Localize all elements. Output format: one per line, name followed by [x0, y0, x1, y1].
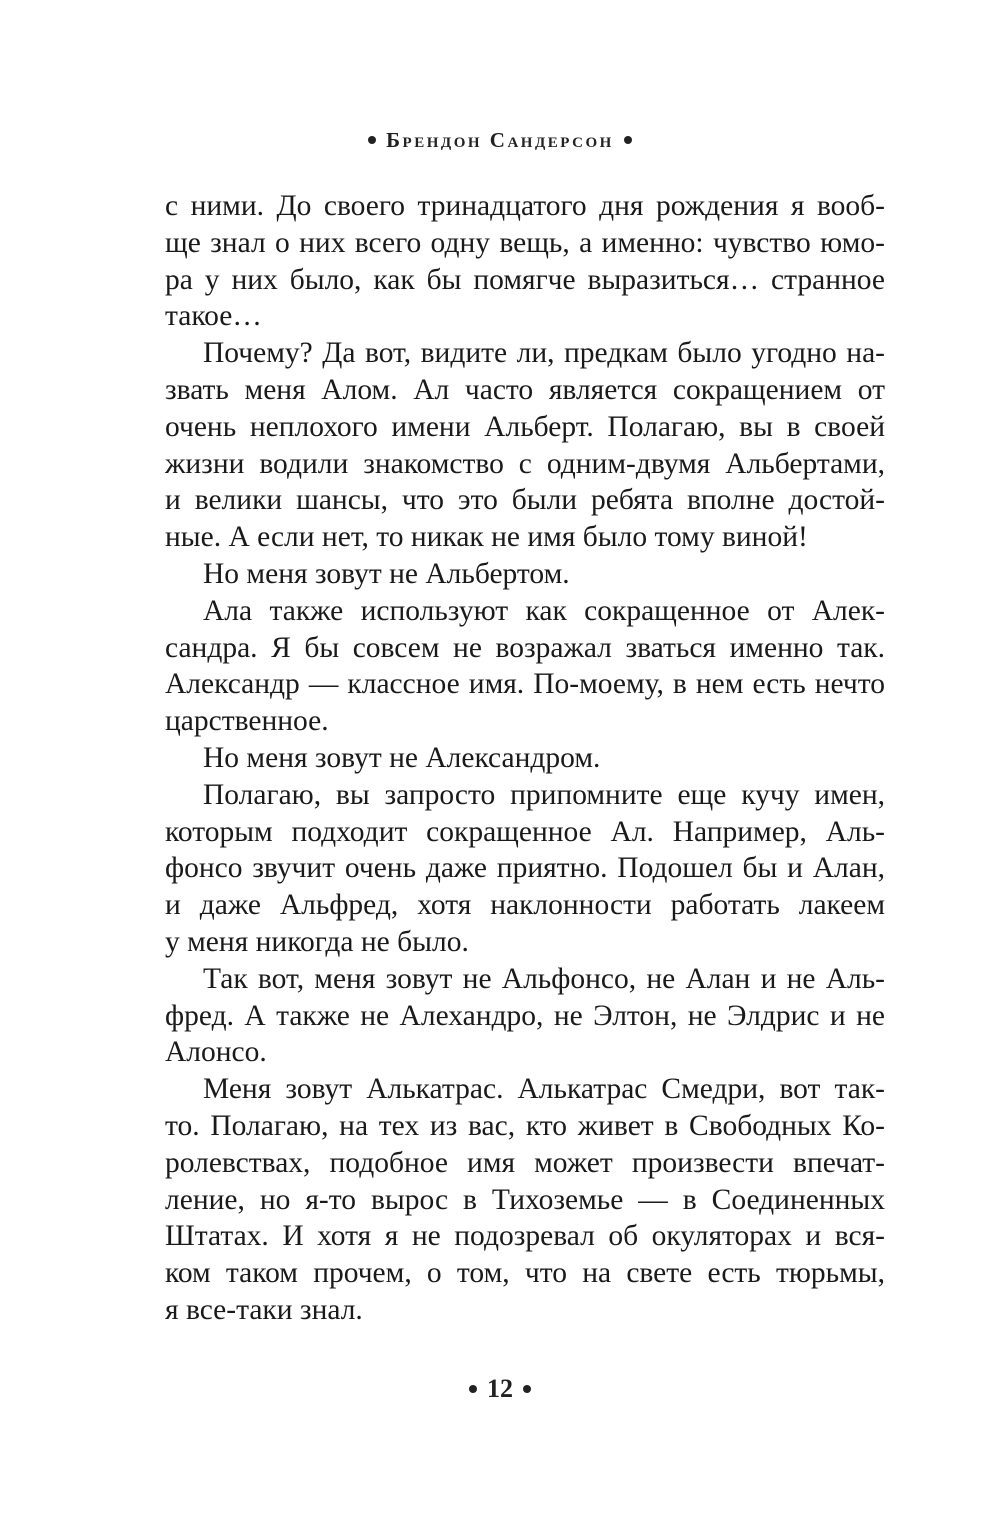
- text-line: Александр — классное имя. По-моему, в нем есть нечто: [165, 668, 885, 701]
- text-line: ролевствах, подобное имя может произвести впечат-: [165, 1146, 885, 1179]
- text-line: Но меня зовут не Альбертом.: [203, 557, 570, 590]
- text-line: и даже Альфред, хотя наклонности работать лакеем: [165, 889, 885, 922]
- text-line: которым подходит сокращенное Ал. Например, Аль-: [165, 815, 885, 848]
- text-line: такое…: [165, 300, 262, 333]
- text-line: царственное.: [165, 705, 329, 738]
- bullet-ornament-right: [624, 136, 632, 144]
- text-line: Полагаю, вы запросто припомните еще кучу имен,: [203, 778, 885, 811]
- bullet-ornament-right: [523, 1385, 531, 1393]
- bullet-ornament-left: [368, 136, 376, 144]
- text-line: Но меня зовут не Александром.: [203, 741, 601, 774]
- text-line: Штатах. И хотя я не подозревал об окуляторах и вся-: [165, 1220, 885, 1253]
- text-line: с ними. До своего тринадцатого дня рождения я вооб-: [165, 190, 885, 222]
- text-line: сандра. Я бы совсем не возражал зваться именно так.: [165, 631, 885, 664]
- running-title: Брендон Сандерсон: [386, 128, 614, 152]
- text-line: фред. А также не Алехандро, не Элтон, не Элдрис и не: [165, 999, 885, 1032]
- text-line: и велики шансы, что это были ребята вполне достой-: [165, 484, 885, 517]
- running-header: [0, 128, 1000, 153]
- body-text: [165, 188, 885, 1329]
- text-line: ще знал о них всего одну вещь, а именно: чувство юмо-: [165, 226, 885, 259]
- text-line: Почему? Да вот, видите ли, предкам было угодно на-: [203, 337, 885, 370]
- text-line: Меня зовут Алькатрас. Алькатрас Смедри, вот так-: [203, 1073, 885, 1106]
- bullet-ornament-left: [469, 1385, 477, 1393]
- text-line: Алонсо.: [165, 1036, 267, 1069]
- text-line: ные. А если нет, то никак не имя было тому виной!: [165, 521, 808, 554]
- text-line: у меня никогда не было.: [165, 925, 469, 958]
- text-line: жизни водили знакомство с одним-двумя Альбертами,: [165, 447, 885, 480]
- text-line: очень неплохого имени Альберт. Полагаю, вы в своей: [165, 410, 885, 443]
- text-line: то. Полагаю, на тех из вас, кто живет в Свободных Ко-: [165, 1109, 885, 1142]
- text-line: ком таком прочем, о том, что на свете есть тюрьмы,: [165, 1257, 885, 1290]
- text-line: фонсо звучит очень даже приятно. Подошел бы и Алан,: [165, 852, 885, 885]
- page-number-footer: [0, 1374, 1000, 1404]
- text-line: Ала также используют как сокращенное от Алек-: [203, 594, 885, 627]
- text-line: Так вот, меня зовут не Альфонсо, не Алан и не Аль-: [203, 962, 885, 995]
- text-line: ра у них было, как бы помягче выразиться… странное: [165, 263, 885, 296]
- page-number: 12: [487, 1374, 513, 1403]
- text-line: я все-таки знал.: [165, 1293, 363, 1326]
- text-line: ление, но я-то вырос в Тихоземье — в Соединенных: [165, 1183, 885, 1216]
- text-line: звать меня Алом. Ал часто является сокращением от: [165, 373, 885, 406]
